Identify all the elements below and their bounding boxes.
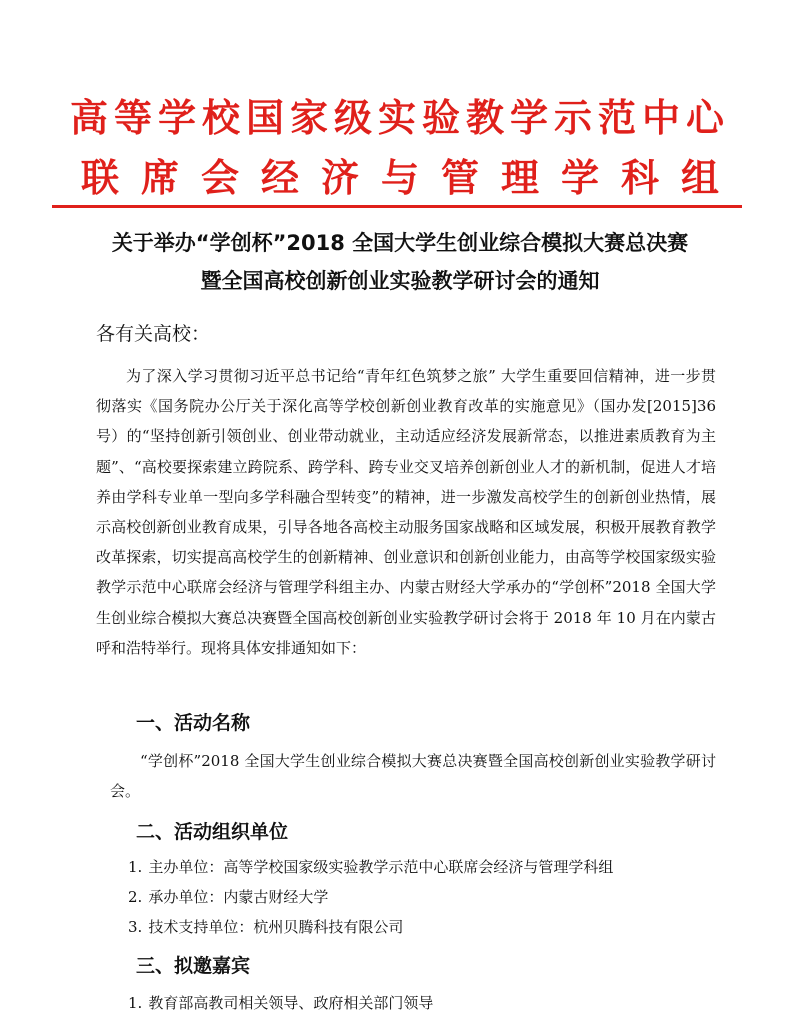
section-heading-guests: 三、拟邀嘉宾 (136, 955, 251, 977)
list-item-number: 2. (128, 888, 143, 906)
list-item (128, 912, 403, 942)
list-item-number: 1. (128, 994, 143, 1012)
list-item (128, 852, 613, 882)
section-heading-organizers: 二、活动组织单位 (136, 821, 289, 843)
intro-paragraph: 为了深入学习贯彻习近平总书记给“青年红色筑梦之旅” 大学生重要回信精神，进一步贯彻落实《国务院办公厅关于深化高等学校创新创业教育改革的实施意见》（国办发[2015]36 号）的“坚持创新引领创业、创业带动就业，主动适应经济发展新常态，以推进素质教育为主题”、“高校要探索建立跨院系、跨学科、跨专业交叉培养创新创业人才的新机制，促进人才培养由学科专业单一型向多学科融合型转变”的精神，进一步激发高校学生的创新创业热情，展示高校创新创业教育成果，引导各地各高校主动服务国家战略和区域发展，积极开展教育教学改革探索，切实提高高校学生的创新精神、创业意识和创新创业能力，由高等学校国家级实验教学示范中心联席会经济与管理学科组主办、内蒙古财经大学承办的“学创杯”2018 全国大学生创业综合模拟大赛总决赛暨全国高校创新创业实验教学研讨会将于 2018 年 10 月在内蒙古呼和浩特举行。现将具体安排通知如下： (96, 367, 716, 657)
list-item-number: 1. (128, 858, 143, 876)
list-item (128, 988, 433, 1018)
list-item (128, 882, 328, 912)
list-item-number: 3. (128, 918, 143, 936)
list-item-text: 承办单位：内蒙古财经大学 (148, 888, 329, 906)
letterhead-divider (52, 205, 742, 208)
notice-title-line-1: 关于举办“学创杯”2018 全国大学生创业综合模拟大赛总决赛 (111, 231, 689, 255)
letterhead (0, 88, 800, 208)
list-item-text: 教育部高教司相关领导、政府相关部门领导 (148, 994, 434, 1012)
section-heading-activity-name: 一、活动名称 (136, 712, 251, 734)
letterhead-line-2: 联席会经济与管理学科组 (80, 156, 741, 200)
activity-name-paragraph: “学创杯”2018 全国大学生创业综合模拟大赛总决赛暨全国高校创新创业实验教学研讨会。 (110, 752, 716, 800)
notice-title (0, 224, 800, 300)
notice-title-line-2: 暨全国高校创新创业实验教学研讨会的通知 (200, 269, 600, 293)
list-item-text: 主办单位：高等学校国家级实验教学示范中心联席会经济与管理学科组 (148, 858, 614, 876)
list-item-text: 技术支持单位：杭州贝腾科技有限公司 (148, 918, 404, 936)
letterhead-line-1: 高等学校国家级实验教学示范中心 (69, 96, 730, 140)
salutation: 各有关高校： (96, 323, 211, 345)
